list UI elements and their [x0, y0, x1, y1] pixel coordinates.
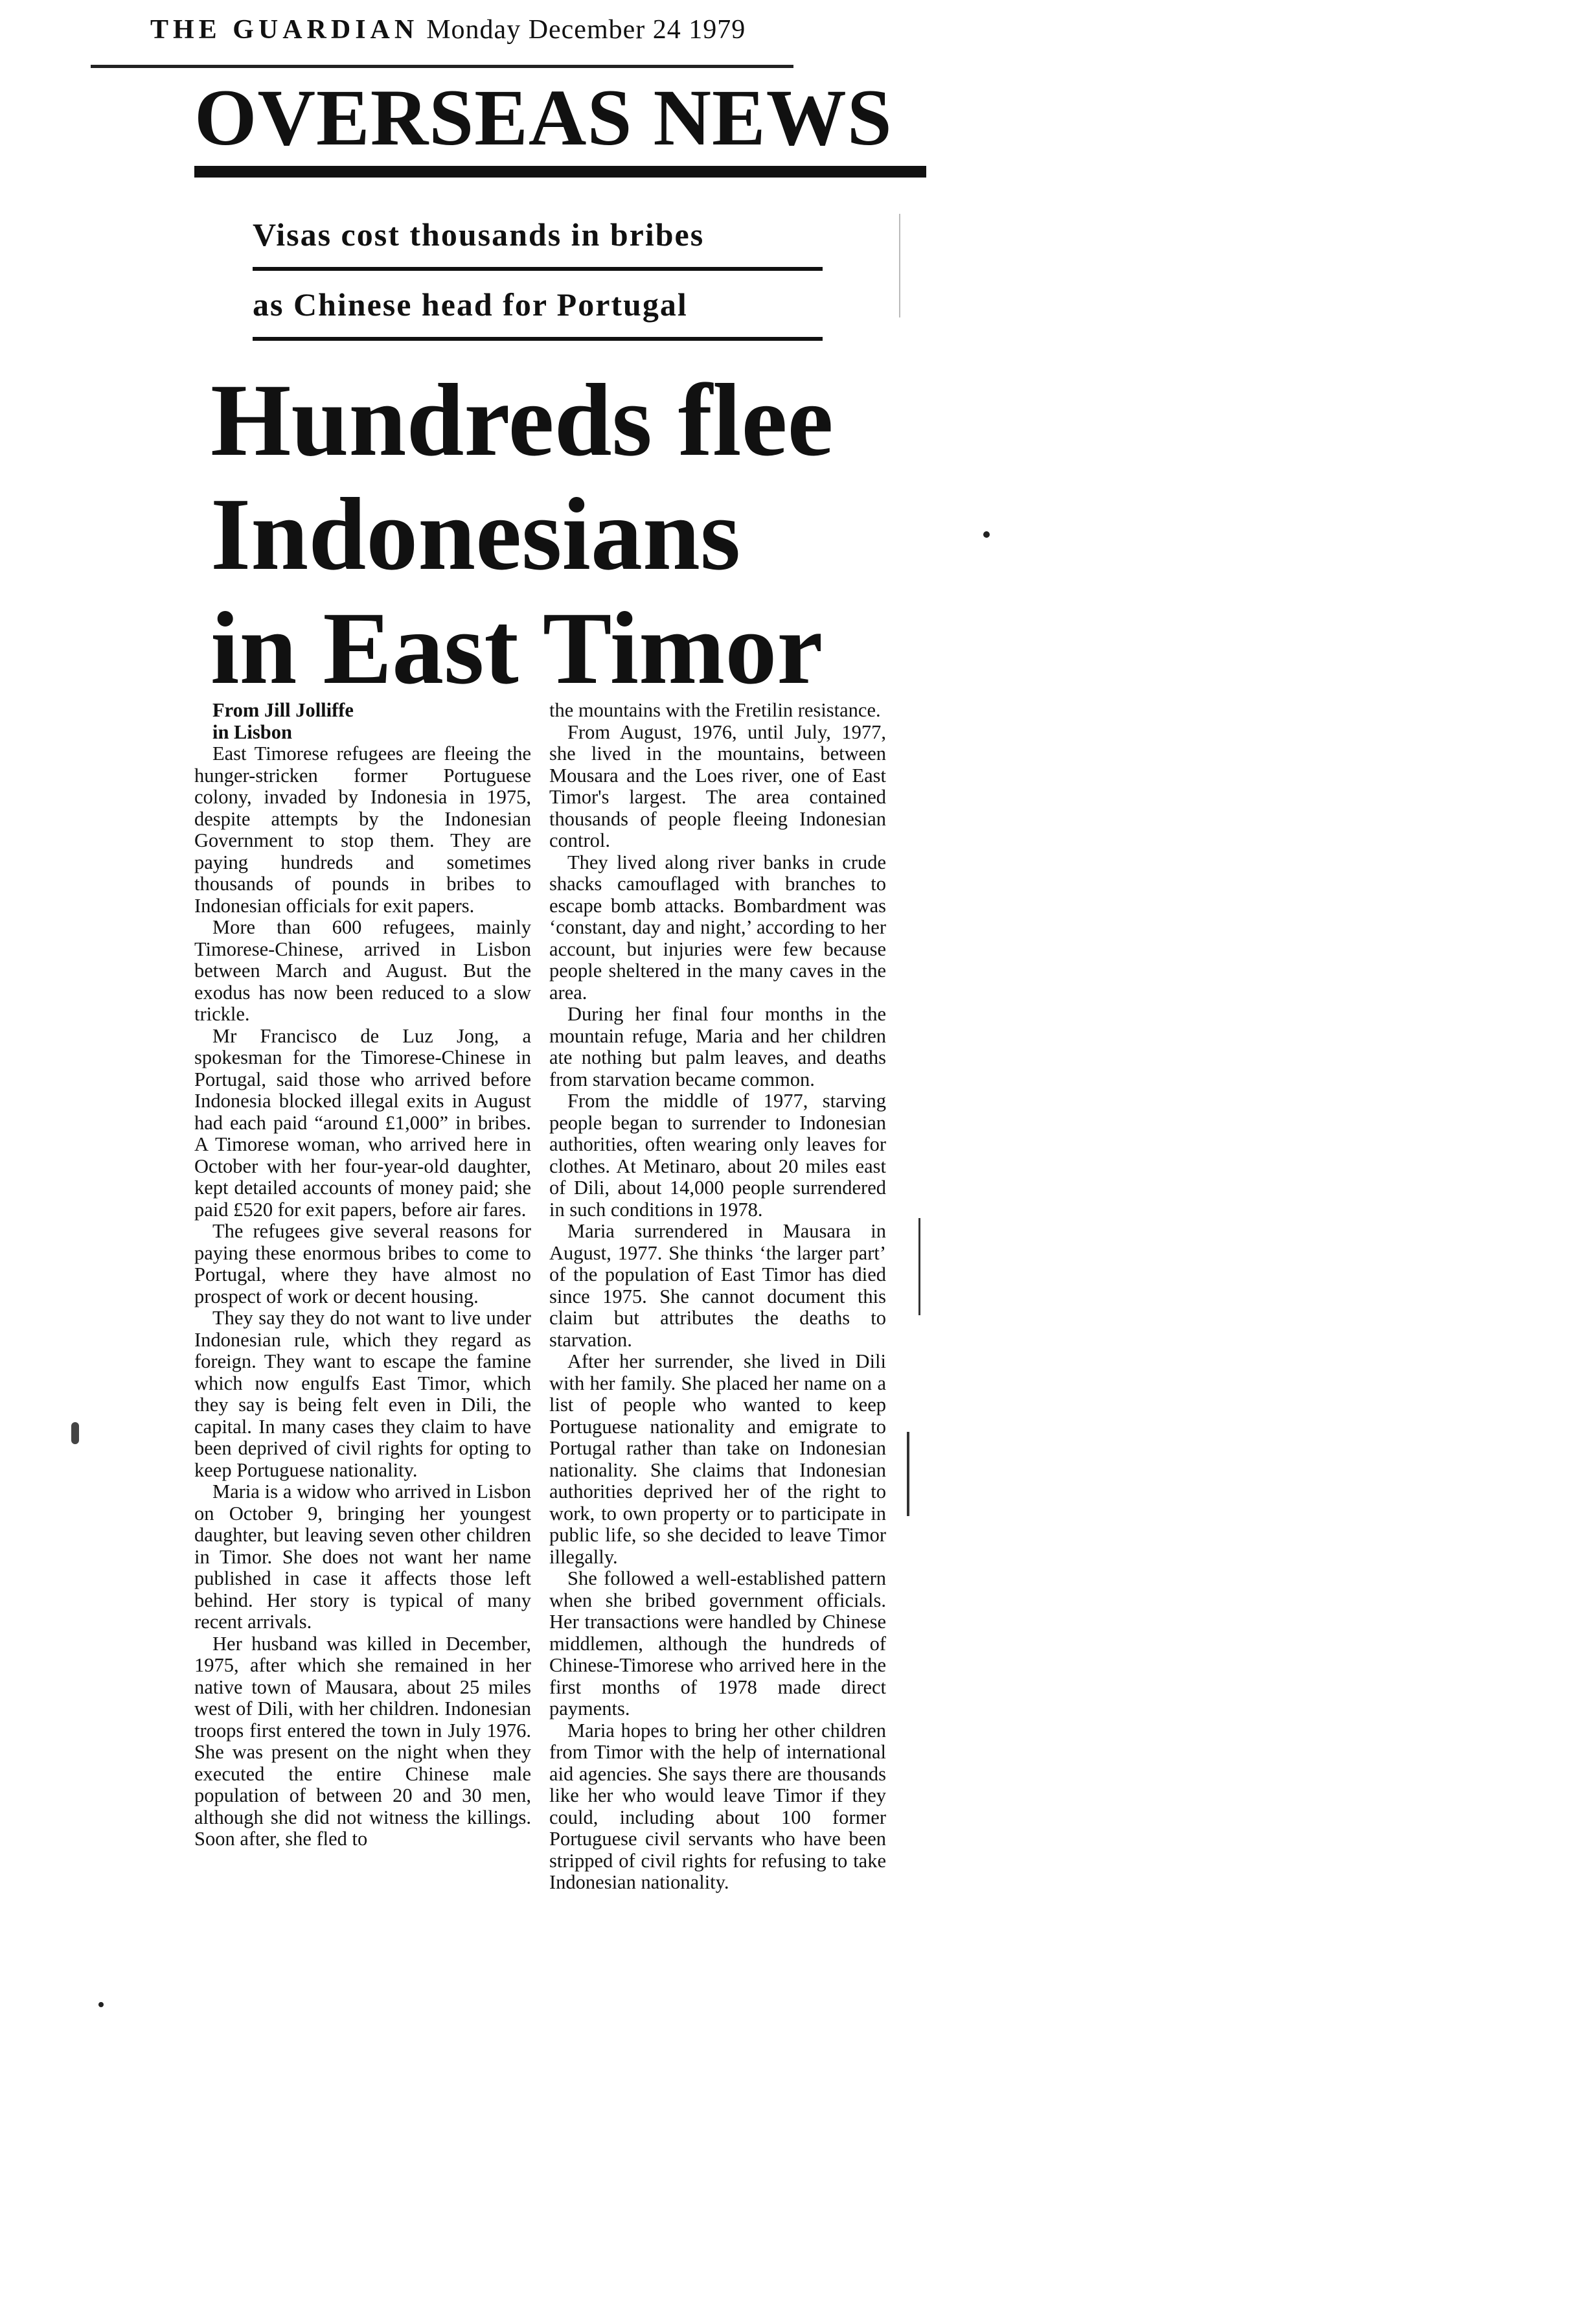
paragraph: the mountains with the Fretilin resistance.	[549, 699, 881, 721]
newspaper-name: THE GUARDIAN	[150, 15, 419, 45]
headline-line-2: Indonesians	[211, 476, 741, 592]
paragraph: The refugees give several reasons for paying these enormous bribes to come to Portugal, where they have almost no prospect of work or decent housing.	[194, 1220, 531, 1307]
scan-margin-line	[899, 214, 900, 317]
headline-line-1: Hundreds flee	[211, 362, 834, 478]
scan-mark	[983, 531, 990, 538]
scan-mark	[98, 2002, 104, 2007]
kicker-rule-2	[253, 337, 823, 341]
byline	[194, 700, 531, 743]
article-column-2	[549, 700, 886, 1894]
masthead	[150, 12, 863, 48]
byline-author: From Jill Jolliffe	[212, 699, 354, 721]
paragraph: Her husband was killed in December, 1975, after which she remained in her native town of Mausara, about 25 miles west of Dili, with her children. Indonesian troops first entered the town in July 1976. She was present on the night when they executed the entire Chinese male population of between 20 and 30 men, although she did not witness the killings. Soon after, she fled to	[194, 1632, 531, 1850]
article-column-1	[194, 700, 531, 1850]
paragraph: More than 600 refugees, mainly Timorese-Chinese, arrived in Lisbon between March and August. But the exodus has now been reduced to a slow trickle.	[194, 916, 531, 1025]
byline-location: in Lisbon	[212, 720, 292, 743]
paragraph: Maria is a widow who arrived in Lisbon on October 9, bringing her youngest daughter, but leaving seven other children in Timor. She does not want her name published in case it affects those left behind. Her story is typical of many recent arrivals.	[194, 1480, 531, 1633]
paragraph: During her final four months in the mountain refuge, Maria and her children ate nothing but palm leaves, and deaths from starvation became common.	[549, 1003, 886, 1090]
scan-mark	[71, 1422, 79, 1444]
paragraph: From the middle of 1977, starving people began to surrender to Indonesian authorities, often wearing only leaves for clothes. At Metinaro, about 20 miles east of Dili, about 14,000 people surrendered in such conditions in 1978.	[549, 1090, 886, 1221]
section-rule	[194, 166, 926, 178]
kicker-line-1: Visas cost thousands in bribes	[253, 216, 705, 253]
paragraph: From August, 1976, until July, 1977, she lived in the mountains, between Mousara and the Loes river, one of East Timor's largest. The area contained thousands of people fleeing Indonesian control.	[549, 720, 886, 851]
publication-date: Monday December 24 1979	[426, 15, 746, 45]
paragraph: Maria surrendered in Mausara in August, 1977. She thinks ‘the larger part’ of the population of East Timor has died since 1975. She cannot document this claim but attributes the deaths to starvation.	[549, 1220, 886, 1351]
paragraph: Maria hopes to bring her other children from Timor with the help of international aid agencies. She says there are thousands like her who would leave Timor if they could, including about 100 former Portuguese civil servants who have been stripped of civil rights for refusing to take Indonesian nationality.	[549, 1719, 886, 1893]
scan-margin-line	[907, 1432, 909, 1516]
paragraph: Mr Francisco de Luz Jong, a spokesman for the Timorese-Chinese in Portugal, said those who arrived before Indonesia blocked illegal exits in August had each paid “around £1,000” in bribes. A Timorese woman, who arrived here in October with her four-year-old daughter, kept detailed accounts of money paid; she paid £520 for exit papers, before air fares.	[194, 1024, 531, 1221]
scan-margin-line	[918, 1218, 920, 1315]
section-title: OVERSEAS NEWS	[194, 73, 893, 162]
kicker-line-2: as Chinese head for Portugal	[253, 286, 688, 323]
paragraph: East Timorese refugees are fleeing the hunger-stricken former Portuguese colony, invaded by Indonesia in 1975, despite attempts by the Indonesian Government to stop them. They are paying hundreds and sometimes thousands of pounds in bribes to Indonesian officials for exit papers.	[194, 742, 531, 917]
paragraph: They lived along river banks in crude shacks camouflaged with branches to escape bomb attacks. Bombardment was ‘constant, day and night,’ according to her account, but injuries were few because people sheltered in the many caves in the area.	[549, 851, 886, 1004]
masthead-rule	[91, 65, 793, 68]
headline	[211, 363, 923, 705]
paragraph: They say they do not want to live under Indonesian rule, which they regard as foreign. They want to escape the famine which now engulfs East Timor, which they say is being felt even in Dili, the capital. In many cases they claim to have been deprived of civil rights for opting to keep Portuguese nationality.	[194, 1307, 531, 1481]
kicker-rule-1	[253, 267, 823, 271]
paragraph: After her surrender, she lived in Dili with her family. She placed her name on a list of people who wanted to keep Portuguese nationality and emigrate to Portugal rather than take on Indonesian nationality. She claims that Indonesian authorities deprived her of the right to work, to own property or to participate in public life, so she decided to leave Timor illegally.	[549, 1350, 886, 1568]
paragraph: She followed a well-established pattern when she bribed government officials. Her transactions were handled by Chinese middlemen, although the hundreds of Chinese-Timorese who arrived here in the first months of 1978 made direct payments.	[549, 1567, 886, 1720]
headline-line-3: in East Timor	[211, 590, 823, 706]
